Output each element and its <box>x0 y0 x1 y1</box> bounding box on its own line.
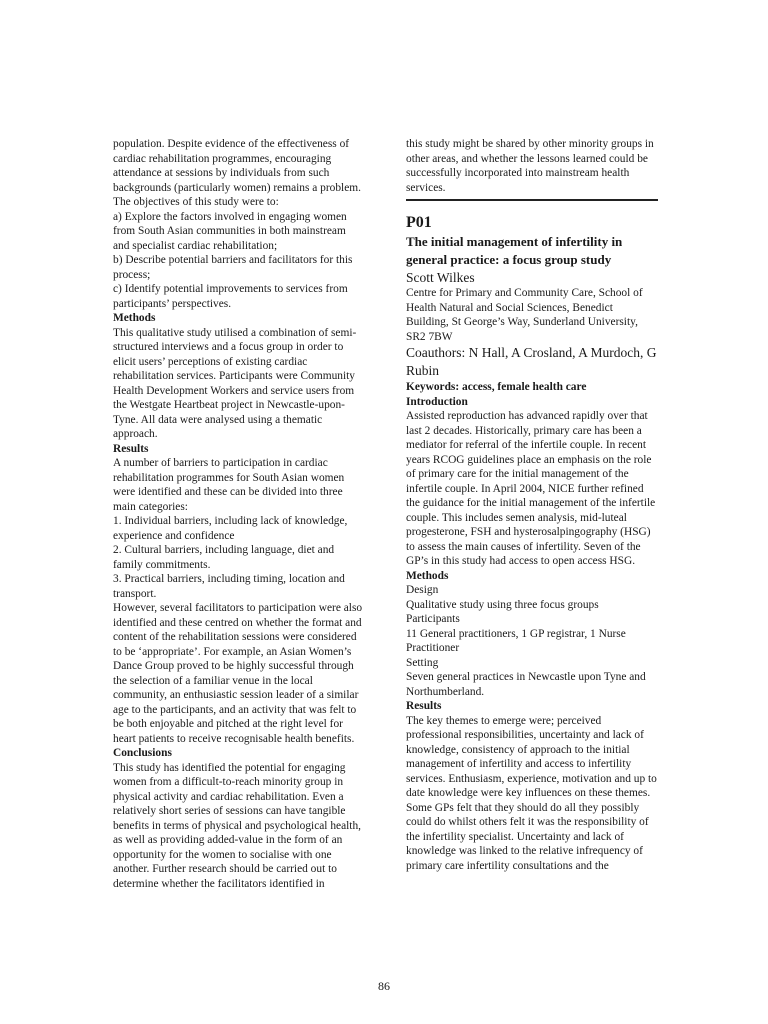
section-divider <box>406 199 658 201</box>
participants-text: 11 General practitioners, 1 GP registrar, 1 Nurse Practitioner <box>406 627 626 654</box>
results-intro: A number of barriers to participation in cardiac rehabilitation programmes for South Asian women were identified and these can be divided into three main categories: <box>113 457 345 513</box>
participants-label: Participants <box>406 613 460 625</box>
results-heading: Results <box>113 442 149 455</box>
affiliation: Centre for Primary and Community Care, School of Health Natural and Social Sciences, Benedict Building, St George’s Way, Sunderland University, SR2 7BW <box>406 287 643 343</box>
setting-label: Setting <box>406 656 439 669</box>
methods-paragraph: This qualitative study utilised a combination of semi-structured interviews and a focus group in order to elicit users’ perceptions of existing cardiac rehabilitation services. Participants were Community Health Development Workers and service users from the Westgate Heartbeat project in Newcastle-upon-Tyne. All data were analysed using a thematic approach. <box>113 326 357 440</box>
results-paragraph: The key themes to emerge were; perceived professional responsibilities, uncertainty and lack of knowledge, consistency of approach to the initial management of infertility and access to infertility services. Enthusiasm, experience, motivation and up to date knowledge were key influences on these themes. Some GPs felt that they should do all they possibly could do whilst others felt it was the responsibility of the infertility specialist. Uncertainty and lack of knowledge was linked to the relative infrequency of primary care infertility consultations and the <box>406 714 657 872</box>
article-title: The initial management of infertility in general practice: a focus group study <box>406 234 623 267</box>
methods-heading: Methods <box>406 569 449 582</box>
results-heading: Results <box>406 700 442 712</box>
objective-a: a) Explore the factors involved in engaging women from South Asian communities in both mainstream and specialist cardiac rehabilitation; <box>113 210 347 252</box>
introduction-paragraph: Assisted reproduction has advanced rapidly over that last 2 decades. Historically, primary care has been a mediator for referral of the infertile couple. In recent years RCOG guidelines place an emphasis on the role of primary care for the initial management of the infertile couple. In April 2004, NICE further refined the guidance for the initial management of the infertile couple. This includes semen analysis, mid-luteal progesterone, FSH and hysterosalpingography (HSG) to assess the main causes of infertility. Seven of the GP’s in this study had access to open access HSG. <box>406 410 656 567</box>
conclusions-paragraph: This study has identified the potential for engaging women from a difficult-to-reach minority group in physical activity and cardiac rehabilitation. Even a relatively short series of sessions can have tangible benefits in terms of physical and psychological health, as well as providing added-value in the form of an opportunity for the women to socialise with one another. Further research should be carried out to determine whether the facilitators identified in <box>113 761 361 890</box>
objective-b: b) Describe potential barriers and facilitators for this process; <box>113 254 353 281</box>
barrier-item: 1. Individual barriers, including lack of knowledge, experience and confidence <box>113 515 348 542</box>
barrier-item: 2. Cultural barriers, including language, diet and family commitments. <box>113 544 335 571</box>
objective-c: c) Identify potential improvements to services from participants’ perspectives. <box>113 283 348 310</box>
intro-paragraph: population. Despite evidence of the effectiveness of cardiac rehabilitation programmes, encouraging attendance at sessions by individuals from such backgrounds (particularly women) remains a problem. The objectives of this study were to: <box>113 138 361 208</box>
author-name: Scott Wilkes <box>406 270 475 285</box>
keywords: Keywords: access, female health care <box>406 381 587 393</box>
design-text: Qualitative study using three focus groups <box>406 598 599 611</box>
design-label: Design <box>406 584 439 596</box>
conclusions-heading: Conclusions <box>113 747 172 759</box>
continuation-paragraph: this study might be shared by other minority groups in other areas, and whether the lessons learned could be successfully incorporated into mainstream health services. <box>406 138 654 194</box>
paper-id: P01 <box>406 214 432 231</box>
barrier-item: 3. Practical barriers, including timing, location and transport. <box>113 573 345 600</box>
results-paragraph: However, several facilitators to participation were also identified and these centred on whether the format and content of the rehabilitation sessions were considered to be ‘appropriate’. For example, an Asian Women’s Dance Group proved to be highly successful through the selection of a familiar venue in the local community, an enthusiastic session leader of a similar age to the participants, and an activity that was felt to be both enjoyable and pitched at the right level for heart patients to receive recognisable health benefits. <box>113 602 363 745</box>
left-column <box>113 137 365 891</box>
methods-heading: Methods <box>113 312 156 324</box>
setting-text: Seven general practices in Newcastle upon Tyne and Northumberland. <box>406 671 646 698</box>
page-number: 86 <box>378 979 390 993</box>
introduction-heading: Introduction <box>406 395 468 408</box>
coauthors: Coauthors: N Hall, A Crosland, A Murdoch, G Rubin <box>406 345 657 378</box>
right-column <box>406 137 658 873</box>
